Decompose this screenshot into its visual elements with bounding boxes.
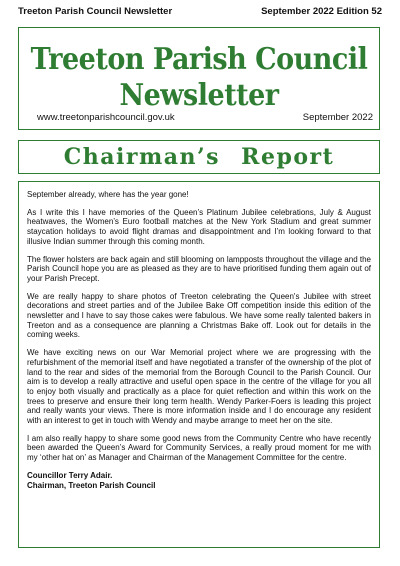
masthead-date: September 2022 bbox=[302, 112, 373, 123]
paragraph: The flower holsters are back again and still blooming on lampposts throughout the village and the Parish Council hope you are as pleased as they are to have prioritised funding them again out of your Parish Precept. bbox=[27, 254, 371, 283]
newsletter-name: Treeton Parish Council Newsletter bbox=[18, 6, 173, 17]
paragraph: I am also really happy to share some good news from the Community Centre who have recently been awarded the Queen’s Award for Community Services, a really proud moment for me with my ‘other hat on’ as Manager and Chairman of the Management Committee for the centre. bbox=[27, 433, 371, 463]
paragraph: We are really happy to share photos of Treeton celebrating the Queen's Jubilee with street decorations and street parties and of the Jubilee Bake Off competition inside this edition of the newsletter and I have to say those cakes were fabulous. We have some really talented bakers in Treeton and as a consequence are planning a Christmas Bake off. Look out for details in the coming weeks. bbox=[27, 291, 371, 340]
paragraph: We have exciting news on our War Memorial project where we are progressing with the refurbishment of the memorial itself and have negotiated a transfer of the ownership of the plot of land to the rear and sides of the memorial from the Borough Council to the Parish Council. Our aim is to develop a really attractive and useful open space in the centre of the village for you all to enjoy both visually and practically as a place for quiet reflection and within this work on the trees to preserve and ensure their long term health. Wendy Parker-Foers is leading this project and really wants your views. There is more information inside and I do encourage any resident with an interest to get in touch with Wendy and maybe arrange to meet her on the site. bbox=[27, 348, 371, 426]
paragraph: September already, where has the year gone! bbox=[27, 190, 189, 199]
paragraph: As I write this I have memories of the Queen’s Platinum Jubilee celebrations, July & August heatwaves, the Women’s Euro football matches at the New York Stadium and great summer staycation holidays to avoid flight dramas and disappointment and I’m looking forward to that illusive Indian summer through this coming month. bbox=[27, 207, 371, 246]
edition-info: September 2022 Edition 52 bbox=[261, 6, 382, 17]
article-body bbox=[18, 181, 380, 548]
website-link[interactable]: www.treetonparishcouncil.gov.uk bbox=[37, 112, 175, 123]
masthead-title-line2: Newsletter bbox=[119, 78, 279, 113]
page-header bbox=[18, 6, 382, 18]
signature-name: Councillor Terry Adair. bbox=[27, 470, 113, 480]
article-title-box bbox=[18, 140, 380, 174]
masthead bbox=[18, 27, 380, 130]
signature-role: Chairman, Treeton Parish Council bbox=[27, 480, 156, 490]
article-title: Chairman’s Report bbox=[63, 144, 335, 170]
masthead-title-line1: Treeton Parish Council bbox=[30, 42, 368, 77]
